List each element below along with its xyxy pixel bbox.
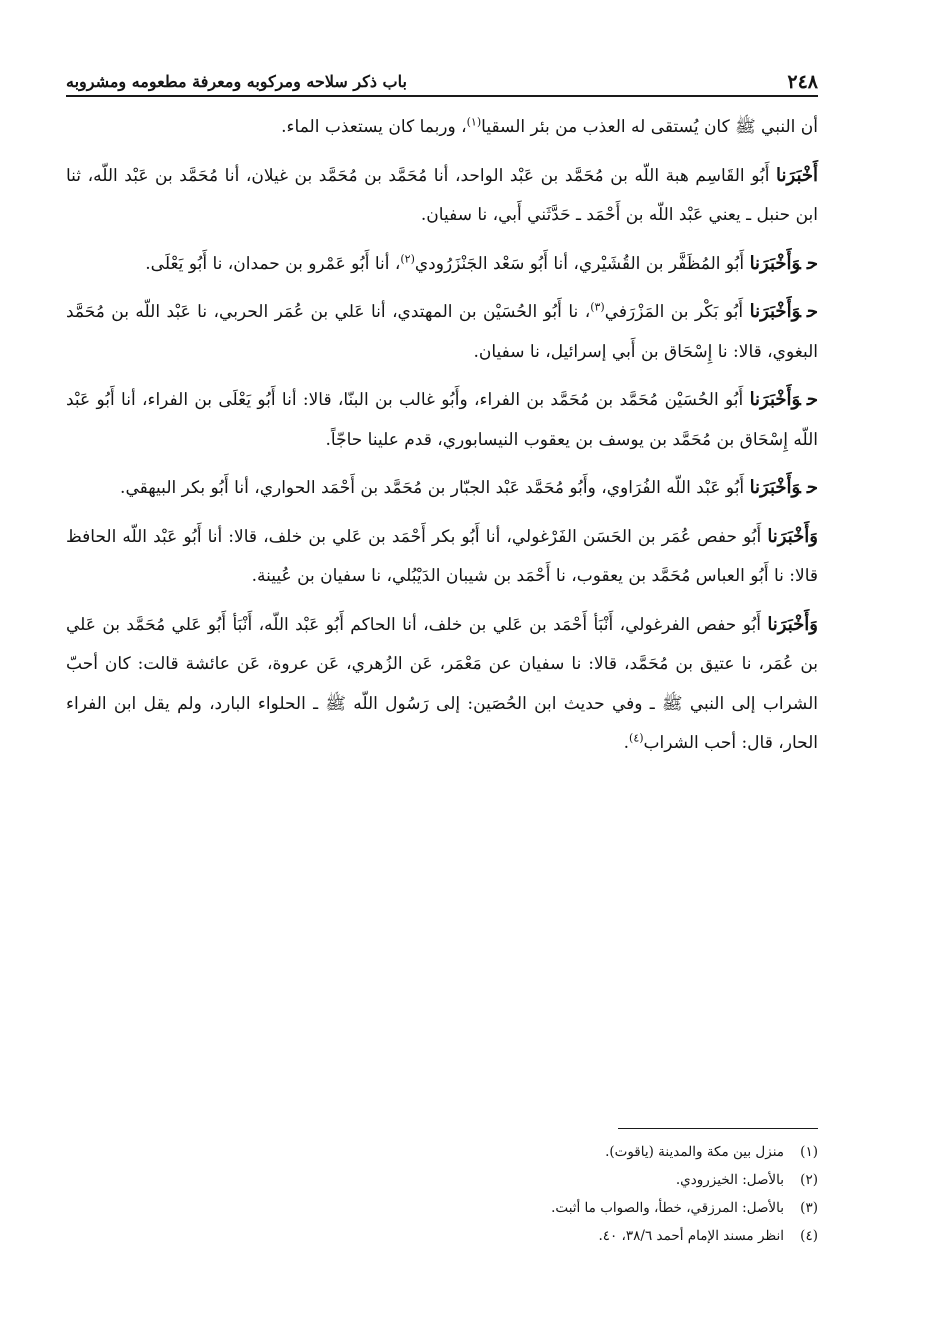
isnad-keyword: وَأَخْبَرَنا [767, 613, 818, 635]
footnote [178, 1194, 818, 1222]
paragraph-text: أَبُو عَبْد اللّه الفُرَاوي، وأَبُو مُحَمَّد عَبْد الجبّار بن مُحَمَّد بن أَحْمَد الحواري، أنا أَبُو بكر البيهقي. [120, 478, 745, 498]
paragraph [66, 468, 818, 509]
paragraph [66, 292, 818, 372]
footnote-rule [618, 1128, 818, 1129]
page-number: ٢٤٨ [787, 71, 818, 93]
paragraph [66, 244, 818, 285]
footnote [178, 1222, 818, 1250]
footnote-text: بالأصل: المرزقي، خطأ، والصواب ما أثبت. [551, 1200, 784, 1216]
paragraph-text-after: ، أنا أَبُو عَمْرو بن حمدان، نا أَبُو يَعْلَى. [145, 253, 401, 274]
footnote-text: منزل بين مكة والمدينة (ياقوت). [605, 1144, 784, 1160]
isnad-keyword: وَأَخْبَرَنا [749, 477, 801, 498]
isnad-keyword: وَأَخْبَرَنا [749, 252, 801, 274]
footnote-number: (٢) [800, 1172, 818, 1188]
paragraph-text: أن النبي ﷺ كان يُستقى له العذب من بئر السقيا [481, 117, 818, 137]
main-text [66, 108, 818, 772]
footnote-number: (١) [800, 1144, 818, 1160]
paragraph [66, 605, 818, 764]
footnote-number: (٤) [800, 1228, 818, 1244]
footnote [178, 1166, 818, 1194]
footnote-ref: (٢) [400, 251, 415, 265]
paragraph-text: أَبُو بَكْر بن المَزْرَفي [604, 302, 744, 322]
footnote-text: بالأصل: الخيزرودي. [675, 1172, 784, 1188]
footnote-ref: (٣) [590, 300, 605, 314]
footnote-number: (٣) [800, 1200, 818, 1216]
isnad-keyword: وَأَخْبَرَنا [749, 301, 801, 322]
isnad-keyword: وَأَخْبَرَنا [767, 525, 818, 547]
paragraph-text: أَبُو الحُسَيْن مُحَمَّد بن مُحَمَّد بن الفراء، وأَبُو غالب بن البنّا، قالا: أنا أَبُو يَعْلَى بن الفراء، أنا أَبُو عَبْد اللّه إِسْحَاق بن مُحَمَّد بن يوسف بن يعقوب النيسابوري، قدم علينا حاجّاً. [66, 390, 818, 450]
paragraph-text: أَبُو حفص الفرغولي، أَنْبَأ أَحْمَد بن عَلي بن خلف، أنا الحاكم أَبُو عَبْد اللّه، أَنْبَأ أَبُو عَلي مُحَمَّد بن عَلي بن عُمَر، نا عتيق بن مُحَمَّد، قالا: نا سفيان عن مَعْمَر، عَن الزُهري، عَن عروة، عَن عائشة قالت: كان أحبّ الشراب إلى النبي ﷺ ـ وفي حديث ابن الحُصَين: إلى رَسُول اللّه ﷺ ـ الحلواء البارد، ولم يقل ابن الفراء الحار، قال: أحب الشراب [66, 614, 818, 753]
tahwil-marker: ح [806, 301, 819, 322]
tahwil-marker: ح [806, 252, 818, 274]
isnad-keyword: أَخْبَرَنا [776, 164, 819, 186]
paragraph-text-after: ، نا أَبُو الحُسَيْن بن المهتدي، أنا عَلي بن عُمَر الحربي، نا عَبْد اللّه بن مُحَمَّد البغوي، قالا: نا إِسْحَاق بن أَبي إسرائيل، نا سفيان. [66, 302, 818, 362]
paragraph-text-after: ، وربما كان يستعذب الماء. [281, 117, 467, 137]
paragraph-text: أَبُو المُظَفَّر بن القُشَيْري، أنا أَبُو سَعْد الجَنْزَرُودي [414, 253, 745, 274]
footnote [178, 1138, 818, 1166]
paragraph-text: أَبُو القَاسِم هبة اللّه بن مُحَمَّد بن عَبْد الواحد، أنا مُحَمَّد بن مُحَمَّد بن غيلان، أنا مُحَمَّد بن عَبْد اللّه، ثنا ابن حنبل ـ يعني عَبْد اللّه بن أَحْمَد ـ حَدَّثَني أَبي، نا سفيان. [66, 165, 818, 225]
paragraph [66, 380, 818, 460]
footnote-ref: (٤) [629, 731, 644, 745]
paragraph [66, 156, 818, 236]
footnote-text: انظر مسند الإمام أحمد ٣٨/٦، ٤٠. [598, 1228, 784, 1244]
header-rule [66, 95, 818, 97]
paragraph [66, 108, 818, 148]
page-header [66, 56, 818, 96]
paragraph [66, 517, 818, 597]
paragraph-text-after: . [623, 733, 630, 753]
footnote-ref: (١) [466, 115, 482, 129]
isnad-keyword: وَأَخْبَرَنا [749, 389, 801, 410]
paragraph-text: أَبُو حفص عُمَر بن الحَسَن الفَرْغولي، أنا أَبُو بكر أَحْمَد بن عَلي بن خلف، قالا: أنا أَبُو عَبْد اللّه الحافظ قالا: نا أَبُو العباس مُحَمَّد بن يعقوب، نا أَحْمَد بن شيبان الدَيْبُلي، نا سفيان بن عُيينة. [66, 526, 818, 586]
tahwil-marker: ح [806, 477, 818, 498]
running-title: باب ذكر سلاحه ومركوبه ومعرفة مطعومه ومشروبه [66, 72, 407, 91]
tahwil-marker: ح [806, 389, 818, 410]
footnotes [178, 1138, 818, 1250]
